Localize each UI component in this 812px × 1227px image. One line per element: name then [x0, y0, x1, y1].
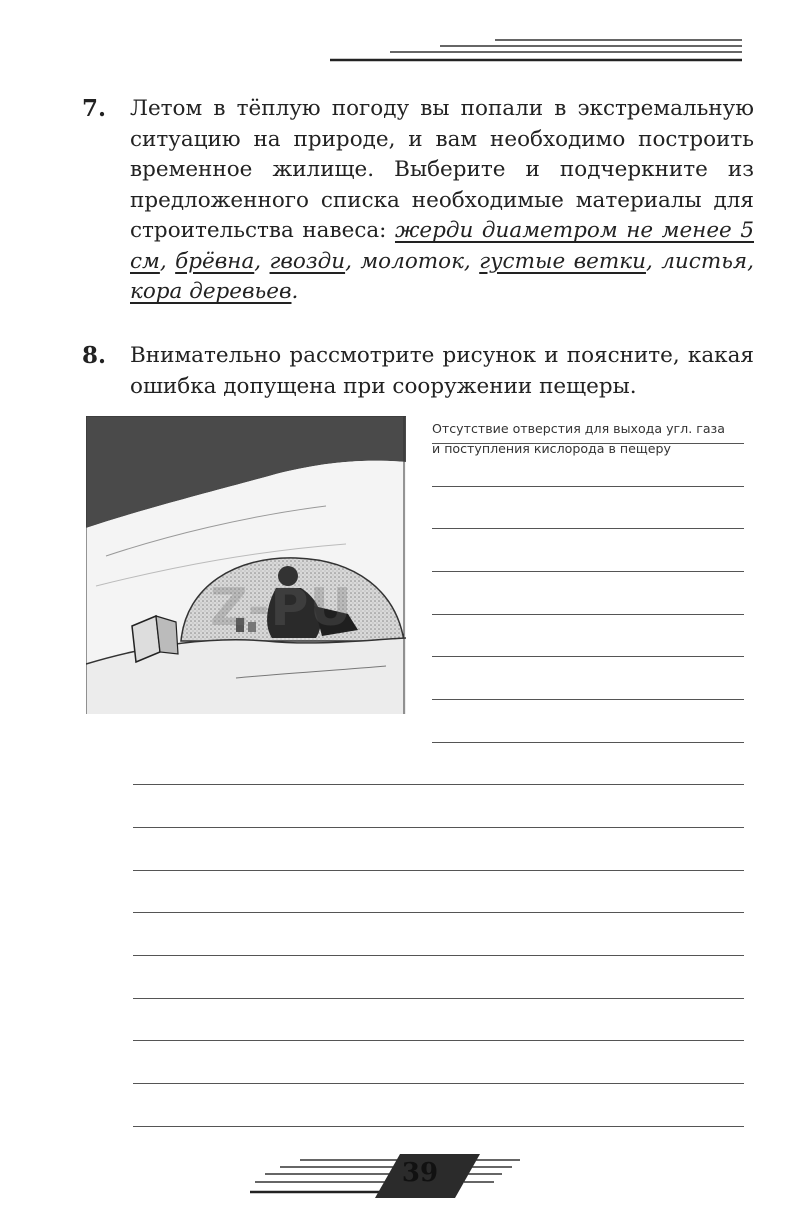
writing-line: [432, 443, 744, 444]
task-8-text: Внимательно рассмотрите рисунок и поясните, какая ошибка допущена при сооружении пещеры.: [130, 343, 754, 399]
writing-line: [133, 1126, 744, 1127]
writing-line: [432, 656, 744, 657]
writing-line: [432, 528, 744, 529]
answer-line-1: Отсутствие отверстия для выхода угл. газа: [432, 421, 725, 436]
task-8: [82, 341, 754, 402]
answer-line-2: и поступления кислорода в пещеру: [432, 441, 671, 456]
task-7-number: 7.: [82, 95, 107, 122]
writing-line: [133, 1040, 744, 1041]
material-separator: , листья,: [645, 248, 754, 274]
writing-line: [432, 571, 744, 572]
writing-line: [133, 998, 744, 999]
header-decoration: [330, 36, 742, 68]
snow-cave-illustration: [86, 416, 406, 714]
writing-line: [133, 912, 744, 913]
material-separator: .: [291, 279, 299, 304]
writing-line: [133, 1083, 744, 1084]
task-7: [82, 94, 754, 308]
writing-line: [432, 486, 744, 487]
writing-line: [133, 955, 744, 956]
watermark: Z-PU: [210, 578, 353, 638]
writing-line: [432, 742, 744, 743]
writing-line: [432, 699, 744, 700]
writing-line: [133, 784, 744, 785]
page-number: 39: [401, 1158, 439, 1188]
underlined-material: жерди диаметром не менее 5 см: [130, 218, 754, 274]
writing-line: [133, 827, 744, 828]
task-7-text: Летом в тёплую погоду вы попали в экстремальную ситуацию на природе, и вам необходимо построить временное жилище. Выберите и подчеркните из предложенного списка необходимые материалы для строительства навеса:: [130, 96, 754, 243]
footer-decoration: [250, 1152, 530, 1200]
task-8-number: 8.: [82, 342, 107, 369]
underlined-material: густые ветки: [479, 248, 646, 274]
underlined-material: кора деревьев: [130, 279, 292, 304]
underlined-material: брёвна: [175, 248, 255, 274]
material-separator: ,: [159, 248, 176, 274]
writing-line: [133, 870, 744, 871]
material-separator: ,: [254, 248, 270, 274]
writing-line: [432, 614, 744, 615]
material-separator: , молоток,: [345, 248, 480, 274]
underlined-material: гвозди: [269, 248, 346, 274]
task-7-body: [130, 94, 754, 308]
